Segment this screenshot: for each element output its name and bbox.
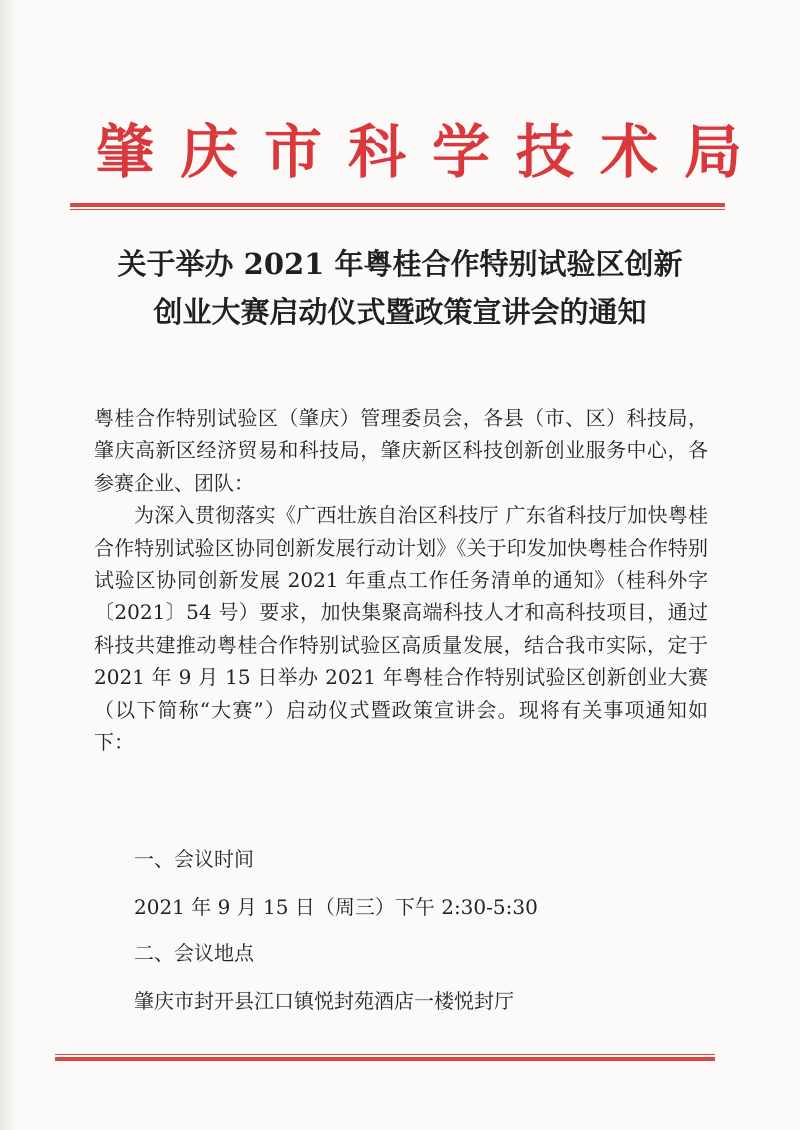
addressees-paragraph: 粤桂合作特别试验区（肇庆）管理委员会，各县（市、区）科技局，肇庆高新区经济贸易和科技局，肇庆新区科技创新创业服务中心，各参赛企业、团队： <box>94 406 708 495</box>
footer-separator-rule <box>55 1054 715 1061</box>
notice-title-line-1: 关于举办 2021 年粤桂合作特别试验区创新 <box>117 247 683 281</box>
notice-title-line-2: 创业大赛启动仪式暨政策宣讲会的通知 <box>153 295 647 329</box>
scan-edge-shadow <box>0 0 16 1130</box>
masthead-separator-rule <box>70 203 725 210</box>
intro-paragraph: 为深入贯彻落实《广西壮族自治区科技厅 广东省科技厅加快粤桂合作特别试验区协同创新发展行动计划》《关于印发加快粤桂合作特别试验区协同创新发展 2021 年重点工作任务清单的通知》（桂科外字〔2021〕54 号）要求，加快集聚高端科技人才和高科技项目，通过科技共建推动粤桂合作特别试验区高质量发展，结合我市实际，定于 2021 年 9 月 15 日举办 2021 年粤桂合作特别试验区创新创业大赛（以下简称“大赛”）启动仪式暨政策宣讲会。现将有关事项通知如下： <box>94 503 708 755</box>
notice-body <box>94 402 708 758</box>
section-heading-meeting-venue: 二、会议地点 <box>134 941 254 965</box>
meeting-venue-value: 肇庆市封开县江口镇悦封苑酒店一楼悦封厅 <box>134 989 514 1013</box>
meeting-time-value: 2021 年 9 月 15 日（周三）下午 2:30-5:30 <box>134 895 538 919</box>
section-heading-meeting-time: 一、会议时间 <box>134 847 254 871</box>
issuing-authority-masthead: 肇庆市科学技术局 <box>96 118 769 186</box>
notice-title <box>70 240 730 336</box>
